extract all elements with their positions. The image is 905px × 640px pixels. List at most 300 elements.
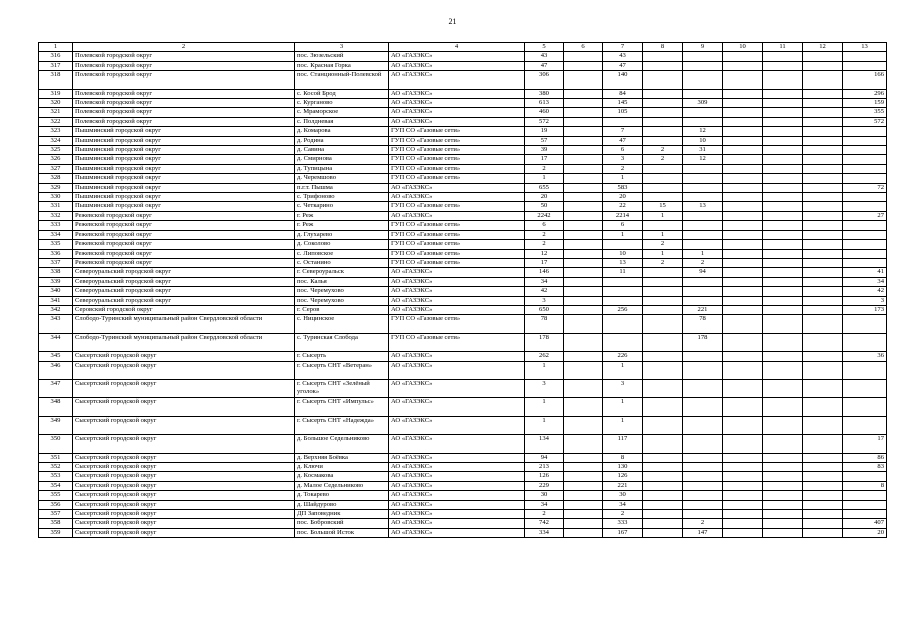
table-row [39, 52, 887, 61]
table-row [39, 99, 887, 108]
col-7-cell: 1 [603, 416, 643, 434]
col-13-cell: 572 [843, 117, 887, 126]
municipality-cell: Слободо-Туринский муниципальный район Свердловской области [73, 315, 295, 333]
col-10-cell [723, 519, 763, 528]
col-13-cell: 355 [843, 108, 887, 117]
col-13-cell: 173 [843, 305, 887, 314]
col-10-cell [723, 249, 763, 258]
total-cell: 30 [525, 491, 564, 500]
row-number-cell: 348 [39, 398, 73, 416]
settlement-cell: п.г.т. Пышма [295, 183, 389, 192]
table-row [39, 305, 887, 314]
col-10-cell [723, 211, 763, 220]
col-12-cell [803, 379, 843, 397]
col-8-cell: 2 [643, 146, 683, 155]
col-10-cell [723, 472, 763, 481]
table-row [39, 136, 887, 145]
gas-operator-cell: АО «ГАЗЭКС» [389, 509, 525, 518]
row-number-cell: 323 [39, 127, 73, 136]
col-13-cell [843, 202, 887, 211]
col-6-cell [564, 240, 603, 249]
table-row [39, 164, 887, 173]
total-cell: 17 [525, 155, 564, 164]
row-number-cell: 324 [39, 136, 73, 145]
col-7-cell: 140 [603, 71, 643, 89]
gas-operator-cell: ГУП СО «Газовые сети» [389, 258, 525, 267]
gas-operator-cell: АО «ГАЗЭКС» [389, 193, 525, 202]
table-row [39, 89, 887, 98]
table-row [39, 127, 887, 136]
col-12-cell [803, 183, 843, 192]
col-9-cell [683, 117, 723, 126]
total-cell: 1 [525, 361, 564, 379]
col-7-cell [603, 296, 643, 305]
total-cell: 126 [525, 472, 564, 481]
table-row [39, 453, 887, 462]
col-8-cell [643, 127, 683, 136]
gas-operator-cell: ГУП СО «Газовые сети» [389, 221, 525, 230]
col-11-cell [763, 117, 803, 126]
col-8-cell: 2 [643, 258, 683, 267]
total-cell: 213 [525, 462, 564, 471]
col-10-cell [723, 296, 763, 305]
municipality-cell: Режевской городской округ [73, 230, 295, 239]
table-row [39, 117, 887, 126]
col-10-cell [723, 258, 763, 267]
col-10-cell [723, 240, 763, 249]
settlement-cell: д. Шайдурово [295, 500, 389, 509]
col-12-cell [803, 453, 843, 462]
gas-operator-cell: АО «ГАЗЭКС» [389, 352, 525, 361]
col-6-cell [564, 462, 603, 471]
col-10-cell [723, 99, 763, 108]
col-10-cell [723, 136, 763, 145]
header-row [39, 43, 887, 52]
col-11-cell [763, 61, 803, 70]
total-cell: 655 [525, 183, 564, 192]
municipality-cell: Пышминский городской округ [73, 127, 295, 136]
col-11-cell [763, 462, 803, 471]
col-8-cell [643, 361, 683, 379]
row-number-cell: 338 [39, 268, 73, 277]
col-7-cell: 47 [603, 136, 643, 145]
row-number-cell: 321 [39, 108, 73, 117]
col-8-cell [643, 296, 683, 305]
gas-operator-cell: ГУП СО «Газовые сети» [389, 155, 525, 164]
gas-operator-cell: АО «ГАЗЭКС» [389, 361, 525, 379]
col-7-cell: 226 [603, 352, 643, 361]
column-header: 6 [564, 43, 603, 52]
col-13-cell: 27 [843, 211, 887, 220]
settlement-cell: пос. Калья [295, 277, 389, 286]
table-row [39, 61, 887, 70]
col-7-cell: 2214 [603, 211, 643, 220]
col-13-cell [843, 379, 887, 397]
row-number-cell: 350 [39, 435, 73, 453]
col-7-cell: 6 [603, 221, 643, 230]
col-8-cell [643, 99, 683, 108]
col-8-cell [643, 268, 683, 277]
col-11-cell [763, 277, 803, 286]
col-11-cell [763, 174, 803, 183]
total-cell: 1 [525, 174, 564, 183]
col-13-cell [843, 416, 887, 434]
row-number-cell: 345 [39, 352, 73, 361]
gas-operator-cell: АО «ГАЗЭКС» [389, 287, 525, 296]
table-row [39, 221, 887, 230]
row-number-cell: 359 [39, 528, 73, 537]
col-13-cell: 72 [843, 183, 887, 192]
row-number-cell: 341 [39, 296, 73, 305]
settlement-cell: д. Ключи [295, 462, 389, 471]
col-10-cell [723, 528, 763, 537]
col-11-cell [763, 416, 803, 434]
municipality-cell: Полевской городской округ [73, 71, 295, 89]
total-cell: 34 [525, 277, 564, 286]
col-9-cell [683, 509, 723, 518]
column-header: 7 [603, 43, 643, 52]
col-6-cell [564, 89, 603, 98]
col-6-cell [564, 277, 603, 286]
table-row [39, 352, 887, 361]
col-11-cell [763, 435, 803, 453]
col-10-cell [723, 117, 763, 126]
col-11-cell [763, 249, 803, 258]
col-10-cell [723, 481, 763, 490]
row-number-cell: 333 [39, 221, 73, 230]
col-6-cell [564, 519, 603, 528]
col-10-cell [723, 183, 763, 192]
col-7-cell [603, 333, 643, 351]
row-number-cell: 325 [39, 146, 73, 155]
col-6-cell [564, 136, 603, 145]
municipality-cell: Сысертский городской округ [73, 361, 295, 379]
col-9-cell [683, 472, 723, 481]
col-9-cell: 1 [683, 249, 723, 258]
col-13-cell [843, 155, 887, 164]
total-cell: 2 [525, 230, 564, 239]
col-13-cell [843, 61, 887, 70]
total-cell: 2 [525, 240, 564, 249]
total-cell: 50 [525, 202, 564, 211]
col-10-cell [723, 305, 763, 314]
col-6-cell [564, 361, 603, 379]
municipality-cell: Сысертский городской округ [73, 462, 295, 471]
col-12-cell [803, 221, 843, 230]
total-cell: 460 [525, 108, 564, 117]
col-13-cell: 34 [843, 277, 887, 286]
col-9-cell [683, 416, 723, 434]
col-8-cell [643, 352, 683, 361]
municipality-cell: Сысертский городской округ [73, 453, 295, 462]
col-12-cell [803, 61, 843, 70]
col-6-cell [564, 453, 603, 462]
settlement-cell: г. Североуральск [295, 268, 389, 277]
col-6-cell [564, 230, 603, 239]
col-12-cell [803, 89, 843, 98]
col-8-cell: 2 [643, 240, 683, 249]
col-12-cell [803, 268, 843, 277]
total-cell: 43 [525, 52, 564, 61]
col-13-cell [843, 127, 887, 136]
col-8-cell [643, 333, 683, 351]
total-cell: 613 [525, 99, 564, 108]
settlement-cell: г. Серов [295, 305, 389, 314]
row-number-cell: 353 [39, 472, 73, 481]
settlement-cell: д. Соколово [295, 240, 389, 249]
gas-operator-cell: ГУП СО «Газовые сети» [389, 174, 525, 183]
col-6-cell [564, 472, 603, 481]
row-number-cell: 316 [39, 52, 73, 61]
col-9-cell [683, 277, 723, 286]
col-9-cell [683, 462, 723, 471]
col-12-cell [803, 230, 843, 239]
settlement-cell: с. Ницинское [295, 315, 389, 333]
col-13-cell: 36 [843, 352, 887, 361]
table-row [39, 491, 887, 500]
col-6-cell [564, 315, 603, 333]
gas-operator-cell: АО «ГАЗЭКС» [389, 472, 525, 481]
col-11-cell [763, 361, 803, 379]
col-7-cell: 43 [603, 52, 643, 61]
col-9-cell: 2 [683, 258, 723, 267]
col-8-cell [643, 108, 683, 117]
total-cell: 20 [525, 193, 564, 202]
municipality-cell: Пышминский городской округ [73, 202, 295, 211]
municipality-cell: Пышминский городской округ [73, 155, 295, 164]
gas-operator-cell: АО «ГАЗЭКС» [389, 211, 525, 220]
col-13-cell [843, 230, 887, 239]
total-cell: 229 [525, 481, 564, 490]
col-6-cell [564, 398, 603, 416]
row-number-cell: 318 [39, 71, 73, 89]
col-13-cell: 41 [843, 268, 887, 277]
col-12-cell [803, 435, 843, 453]
gas-operator-cell: АО «ГАЗЭКС» [389, 89, 525, 98]
total-cell: 19 [525, 127, 564, 136]
municipality-cell: Североуральский городской округ [73, 287, 295, 296]
col-7-cell: 167 [603, 528, 643, 537]
col-9-cell [683, 296, 723, 305]
col-12-cell [803, 500, 843, 509]
settlement-cell: пос. Зюзельский [295, 52, 389, 61]
col-6-cell [564, 221, 603, 230]
col-12-cell [803, 108, 843, 117]
settlement-cell: д. Большое Седельниково [295, 435, 389, 453]
col-13-cell [843, 315, 887, 333]
col-11-cell [763, 71, 803, 89]
row-number-cell: 343 [39, 315, 73, 333]
municipality-cell: Полевской городской округ [73, 89, 295, 98]
col-7-cell: 126 [603, 472, 643, 481]
table-row [39, 472, 887, 481]
gas-operator-cell: ГУП СО «Газовые сети» [389, 333, 525, 351]
col-10-cell [723, 52, 763, 61]
col-11-cell [763, 52, 803, 61]
col-9-cell [683, 379, 723, 397]
settlement-cell: с. Останино [295, 258, 389, 267]
col-13-cell [843, 258, 887, 267]
col-11-cell [763, 287, 803, 296]
settlement-cell: пос. Бобровский [295, 519, 389, 528]
column-header: 1 [39, 43, 73, 52]
col-9-cell [683, 71, 723, 89]
col-11-cell [763, 221, 803, 230]
col-8-cell [643, 277, 683, 286]
col-9-cell [683, 352, 723, 361]
row-number-cell: 330 [39, 193, 73, 202]
col-10-cell [723, 361, 763, 379]
settlement-cell: д. Родина [295, 136, 389, 145]
row-number-cell: 317 [39, 61, 73, 70]
col-10-cell [723, 268, 763, 277]
row-number-cell: 334 [39, 230, 73, 239]
settlement-cell: с. Трифоново [295, 193, 389, 202]
col-9-cell [683, 164, 723, 173]
gas-operator-cell: АО «ГАЗЭКС» [389, 268, 525, 277]
settlement-cell: пос. Станционный-Полевской [295, 71, 389, 89]
col-10-cell [723, 193, 763, 202]
column-header: 2 [73, 43, 295, 52]
col-7-cell: 221 [603, 481, 643, 490]
col-8-cell: 2 [643, 155, 683, 164]
municipality-cell: Серовский городской округ [73, 305, 295, 314]
total-cell: 2 [525, 509, 564, 518]
col-12-cell [803, 472, 843, 481]
col-13-cell [843, 136, 887, 145]
col-10-cell [723, 491, 763, 500]
col-8-cell [643, 61, 683, 70]
col-7-cell: 3 [603, 379, 643, 397]
col-6-cell [564, 52, 603, 61]
settlement-cell: с. Липовское [295, 249, 389, 258]
col-11-cell [763, 164, 803, 173]
col-11-cell [763, 183, 803, 192]
row-number-cell: 322 [39, 117, 73, 126]
col-11-cell [763, 89, 803, 98]
col-7-cell: 130 [603, 462, 643, 471]
col-7-cell: 1 [603, 398, 643, 416]
settlement-cell: с. Косой Брод [295, 89, 389, 98]
col-6-cell [564, 333, 603, 351]
col-8-cell: 1 [643, 249, 683, 258]
col-7-cell: 34 [603, 500, 643, 509]
municipality-cell: Сысертский городской округ [73, 435, 295, 453]
col-13-cell [843, 193, 887, 202]
gas-operator-cell: ГУП СО «Газовые сети» [389, 202, 525, 211]
row-number-cell: 336 [39, 249, 73, 258]
page-number: 21 [448, 17, 457, 26]
column-header: 8 [643, 43, 683, 52]
settlement-cell: с. Туринская Слобода [295, 333, 389, 351]
col-11-cell [763, 146, 803, 155]
municipality-cell: Полевской городской округ [73, 61, 295, 70]
settlement-cell: ДП Заповедник [295, 509, 389, 518]
settlement-cell: с. Четкарино [295, 202, 389, 211]
column-header: 9 [683, 43, 723, 52]
col-6-cell [564, 155, 603, 164]
total-cell: 650 [525, 305, 564, 314]
col-8-cell [643, 500, 683, 509]
gas-operator-cell: АО «ГАЗЭКС» [389, 71, 525, 89]
table-row [39, 155, 887, 164]
settlement-cell: г. Реж [295, 221, 389, 230]
column-header: 13 [843, 43, 887, 52]
gas-operator-cell: АО «ГАЗЭКС» [389, 52, 525, 61]
col-12-cell [803, 136, 843, 145]
col-12-cell [803, 99, 843, 108]
municipality-cell: Сысертский городской округ [73, 352, 295, 361]
col-11-cell [763, 240, 803, 249]
col-8-cell [643, 174, 683, 183]
col-6-cell [564, 416, 603, 434]
settlement-cell: д. Токарево [295, 491, 389, 500]
row-number-cell: 329 [39, 183, 73, 192]
settlement-cell: г. Сысерть СНТ «Зелёный уголок» [295, 379, 389, 397]
gas-operator-cell: АО «ГАЗЭКС» [389, 519, 525, 528]
row-number-cell: 357 [39, 509, 73, 518]
col-10-cell [723, 221, 763, 230]
col-9-cell [683, 491, 723, 500]
gas-operator-cell: ГУП СО «Газовые сети» [389, 146, 525, 155]
row-number-cell: 349 [39, 416, 73, 434]
municipality-cell: Североуральский городской округ [73, 277, 295, 286]
col-10-cell [723, 416, 763, 434]
gas-operator-cell: АО «ГАЗЭКС» [389, 481, 525, 490]
gas-operator-cell: ГУП СО «Газовые сети» [389, 127, 525, 136]
total-cell: 3 [525, 379, 564, 397]
col-12-cell [803, 174, 843, 183]
col-8-cell [643, 183, 683, 192]
col-11-cell [763, 453, 803, 462]
col-12-cell [803, 117, 843, 126]
gas-operator-cell: АО «ГАЗЭКС» [389, 379, 525, 397]
col-12-cell [803, 146, 843, 155]
col-12-cell [803, 519, 843, 528]
row-number-cell: 347 [39, 379, 73, 397]
col-11-cell [763, 202, 803, 211]
col-7-cell: 3 [603, 155, 643, 164]
col-10-cell [723, 174, 763, 183]
col-9-cell [683, 61, 723, 70]
col-9-cell: 147 [683, 528, 723, 537]
municipality-cell: Сысертский городской округ [73, 472, 295, 481]
col-9-cell: 178 [683, 333, 723, 351]
col-12-cell [803, 155, 843, 164]
table-row [39, 230, 887, 239]
gas-operator-cell: ГУП СО «Газовые сети» [389, 136, 525, 145]
col-7-cell: 1 [603, 361, 643, 379]
table-row [39, 509, 887, 518]
gas-operator-cell: ГУП СО «Газовые сети» [389, 164, 525, 173]
table-row [39, 361, 887, 379]
table-row [39, 379, 887, 397]
col-7-cell: 22 [603, 202, 643, 211]
municipality-cell: Режевской городской округ [73, 249, 295, 258]
col-8-cell [643, 462, 683, 471]
col-8-cell [643, 472, 683, 481]
municipality-cell: Сысертский городской округ [73, 398, 295, 416]
column-header: 10 [723, 43, 763, 52]
settlement-cell: с. Полдневая [295, 117, 389, 126]
total-cell: 178 [525, 333, 564, 351]
col-13-cell [843, 472, 887, 481]
municipality-cell: Сысертский городской округ [73, 416, 295, 434]
col-6-cell [564, 146, 603, 155]
gas-operator-cell: АО «ГАЗЭКС» [389, 296, 525, 305]
col-9-cell [683, 481, 723, 490]
settlement-cell: д. Верхняя Боёвка [295, 453, 389, 462]
